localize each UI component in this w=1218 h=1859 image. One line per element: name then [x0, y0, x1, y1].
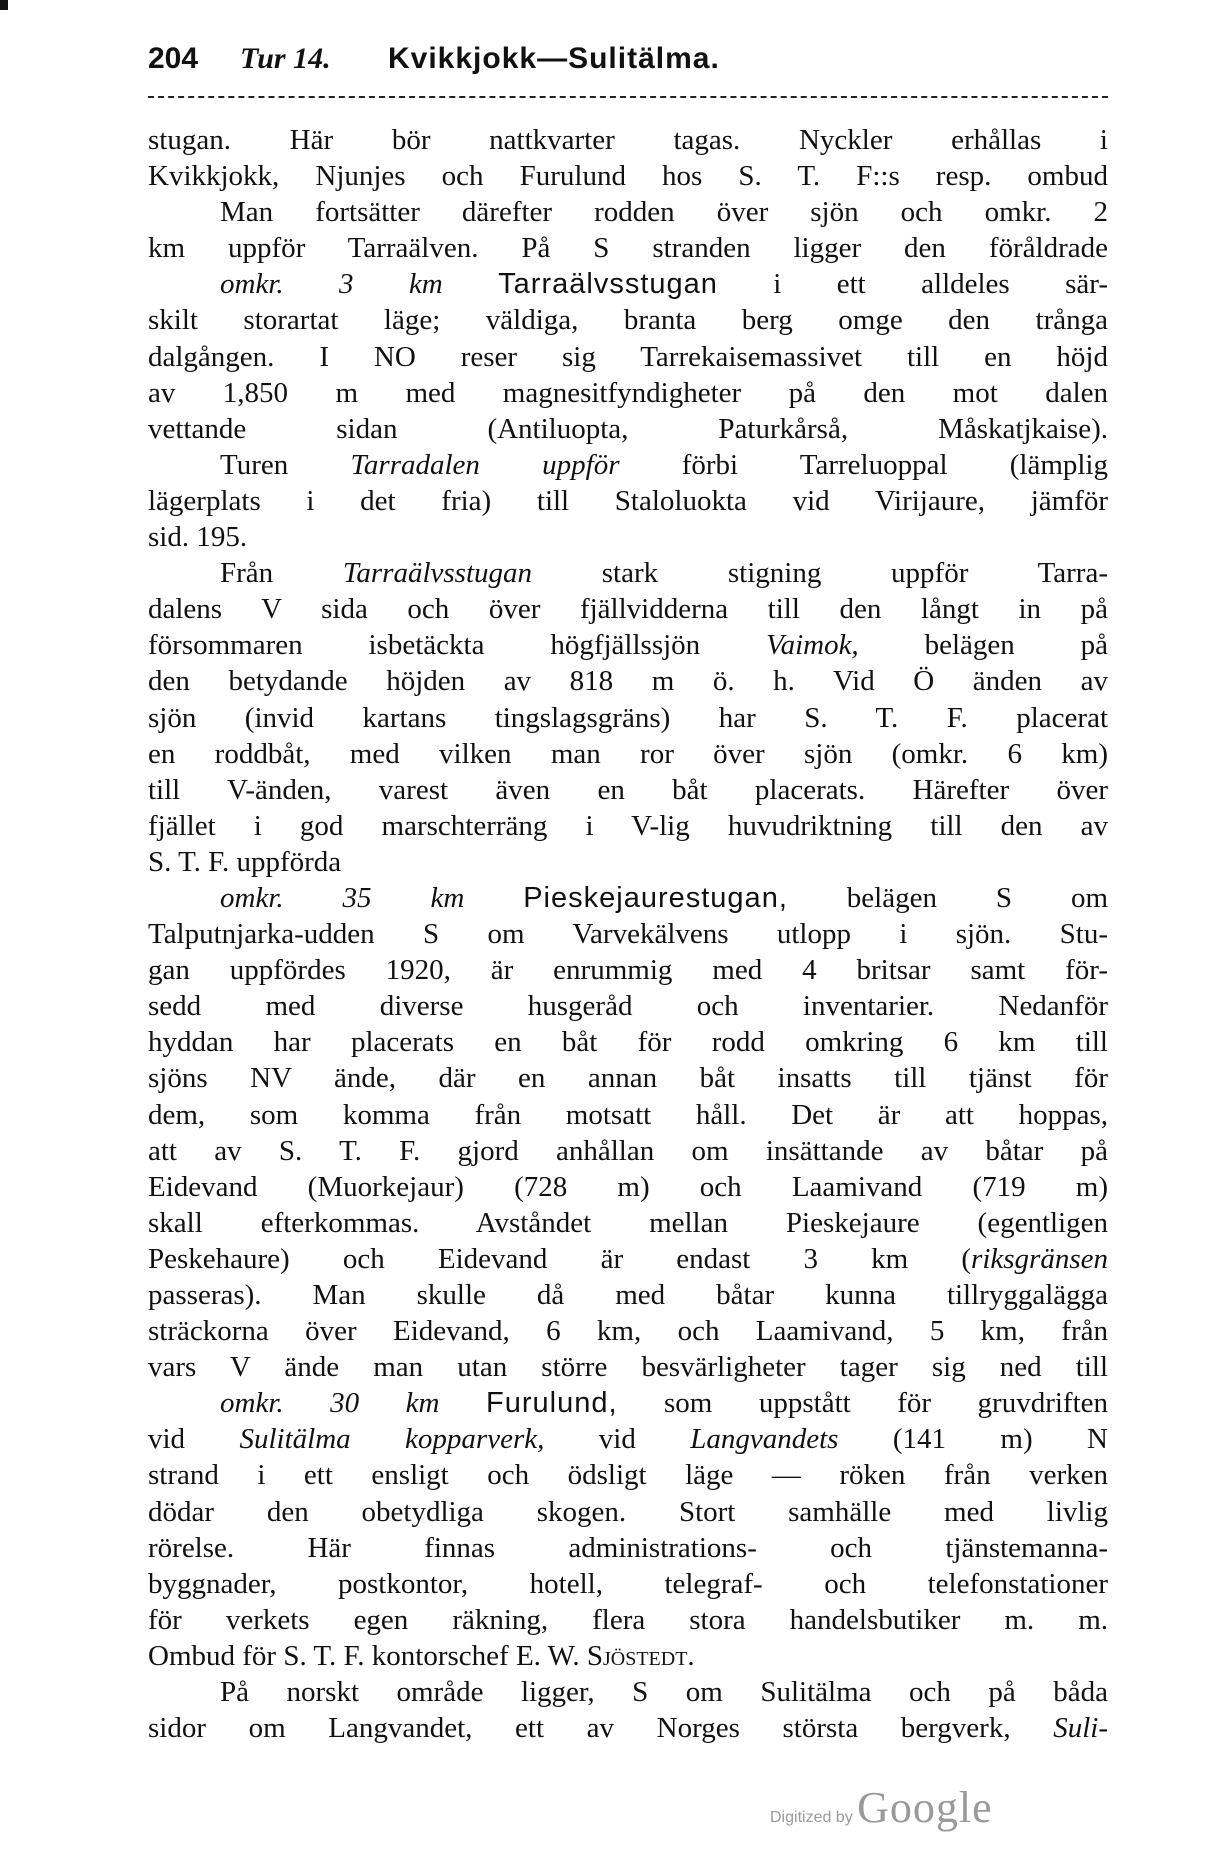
header-rule — [148, 96, 1108, 98]
line-text: Turen — [220, 448, 351, 481]
line-text: gan uppfördes 1920, är enrummig med 4 britsar samt för- — [148, 954, 1108, 987]
tour-label: Tur 14. — [240, 42, 331, 75]
text-line — [148, 988, 1108, 1024]
text-line — [148, 519, 1108, 555]
text-line — [148, 1097, 1108, 1133]
station-name: Tarraälvsstugan — [498, 268, 718, 301]
text-line — [148, 375, 1108, 411]
text-line — [148, 1133, 1108, 1169]
text-line — [148, 700, 1108, 736]
distance-marker: omkr. 30 km — [220, 1387, 440, 1420]
line-text: stugan. Här bör nattkvarter tagas. Nyckler erhållas i — [148, 124, 1108, 156]
italic-name: Tarraälvsstugan — [342, 557, 533, 590]
line-text: dödar den obetydliga skogen. Stort samhälle med livlig — [148, 1495, 1108, 1528]
text-line — [148, 1169, 1108, 1205]
body-text — [148, 122, 1108, 1746]
page-number: 204 — [148, 42, 199, 75]
text-line — [148, 1494, 1108, 1530]
line-text: vid — [148, 1423, 240, 1456]
station-name: Furulund, — [486, 1387, 618, 1420]
italic-name: Vaimok, — [766, 629, 859, 662]
line-text: sid. 195. — [148, 521, 248, 554]
line-text: skilt storartat läge; väldiga, branta berg omge den trånga — [148, 304, 1108, 337]
line-text: vettande sidan (Antiluopta, Paturkårså, Måskatjkaise). — [148, 412, 1108, 445]
line-text: dem, som komma från motsatt håll. Det är att hoppas, — [148, 1098, 1108, 1131]
text-line — [148, 411, 1108, 447]
line-text: vid — [544, 1423, 691, 1456]
line-text: Från — [220, 557, 343, 590]
line-text: sjöns NV ände, där en annan båt insatts till tjänst för — [148, 1062, 1108, 1095]
line-text: som uppstått för gruvdriften — [617, 1387, 1108, 1420]
text-line — [148, 302, 1108, 338]
italic-name: Sulitälma kopparverk, — [239, 1423, 545, 1456]
line-text: S. T. F. uppförda — [148, 845, 342, 878]
text-line — [148, 1421, 1108, 1457]
line-text: vars V ände man utan större besvärligheter tager sig ned till — [148, 1351, 1108, 1384]
line-text: sträckorna över Eidevand, 6 km, och Laamivand, 5 km, från — [148, 1315, 1108, 1348]
text-line — [148, 1313, 1108, 1349]
text-line — [148, 122, 1108, 158]
line-text: Man fortsätter därefter rodden över sjön och omkr. 2 — [220, 196, 1108, 229]
line-text: fjället i god marschterräng i V-lig huvudriktning till den av — [148, 809, 1108, 842]
text-line — [148, 880, 1108, 916]
text-line — [148, 627, 1108, 663]
text-line — [148, 447, 1108, 483]
text-line — [148, 952, 1108, 988]
text-line — [148, 1349, 1108, 1385]
line-text: den betydande höjden av 818 m ö. h. Vid Ö änden av — [148, 665, 1108, 698]
text-line — [148, 1530, 1108, 1566]
line-text: Ombud för S. T. F. kontorschef E. W. — [148, 1639, 587, 1672]
line-text: stark stigning uppför Tarra- — [532, 557, 1108, 590]
text-line — [148, 1385, 1108, 1421]
text-line — [148, 663, 1108, 699]
text-line — [148, 158, 1108, 194]
text-line — [148, 1024, 1108, 1060]
line-text: sjön (invid kartans tingslagsgräns) har S. T. F. placerat — [148, 701, 1108, 734]
text-line — [148, 591, 1108, 627]
person-name: Sjöstedt. — [586, 1639, 695, 1672]
station-name: Pieskejaurestugan, — [523, 881, 788, 914]
text-line — [148, 1205, 1108, 1241]
line-text: Eidevand (Muorkejaur) (728 m) och Laamivand (719 m) — [148, 1170, 1108, 1203]
line-text: till V-änden, varest även en båt placerats. Härefter över — [148, 773, 1108, 806]
italic-name: riksgränsen — [971, 1242, 1108, 1275]
line-text: skall efterkommas. Avståndet mellan Pieskejaure (egentligen — [148, 1206, 1108, 1239]
digitized-watermark — [770, 1782, 993, 1833]
distance-marker: omkr. 3 km — [220, 268, 443, 301]
line-text: lägerplats i det fria) till Staloluokta vid Virijaure, jämför — [148, 484, 1108, 517]
line-text: km uppför Tarraälven. På S stranden ligger den föråldrade — [148, 232, 1108, 265]
scan-corner-mark — [0, 0, 8, 10]
line-text: (141 m) N — [838, 1423, 1108, 1456]
line-text: i ett alldeles sär- — [717, 268, 1108, 301]
text-line — [148, 1566, 1108, 1602]
line-text: Peskehaure) och Eidevand är endast 3 km ( — [148, 1242, 972, 1275]
line-text: hyddan har placerats en båt för rodd omkring 6 km till — [148, 1026, 1108, 1059]
line-text: för verkets egen räkning, flera stora handelsbutiker m. m. — [148, 1603, 1108, 1636]
text-line — [148, 1241, 1108, 1277]
line-text: strand i ett ensligt och ödsligt läge — röken från verken — [148, 1459, 1108, 1492]
line-text: rörelse. Här finnas administrations- och tjänstemanna- — [148, 1531, 1108, 1564]
line-text: belägen S om — [787, 881, 1108, 914]
distance-marker: omkr. 35 km — [220, 881, 465, 914]
text-line — [148, 1638, 1108, 1674]
text-line — [148, 916, 1108, 952]
text-line — [148, 483, 1108, 519]
text-line — [148, 1060, 1108, 1096]
line-text: sedd med diverse husgeråd och inventarier. Nedanför — [148, 990, 1108, 1023]
line-text: Kvikkjokk, Njunjes och Furulund hos S. T. F::s resp. ombud — [148, 160, 1108, 193]
text-line — [148, 194, 1108, 230]
line-text: av 1,850 m med magnesitfyndigheter på den mot dalen — [148, 376, 1108, 409]
line-text: belägen på — [858, 629, 1108, 662]
text-line — [148, 1710, 1108, 1746]
text-line — [148, 772, 1108, 808]
text-line — [148, 1674, 1108, 1710]
text-line — [148, 844, 1108, 880]
line-text: en roddbåt, med vilken man ror över sjön (omkr. 6 km) — [148, 737, 1108, 770]
text-line — [148, 1602, 1108, 1638]
text-line — [148, 266, 1108, 302]
line-text: att av S. T. F. gjord anhållan om insättande av båtar på — [148, 1134, 1108, 1167]
digitized-label: Digitized by — [770, 1809, 853, 1826]
line-text: byggnader, postkontor, hotell, telegraf- och telefonstationer — [148, 1567, 1108, 1600]
line-text: försommaren isbetäckta högfjällssjön — [148, 629, 767, 662]
line-text: dalens V sida och över fjällvidderna till den långt in på — [148, 593, 1108, 626]
text-line — [148, 339, 1108, 375]
italic-name: Suli- — [1053, 1712, 1108, 1745]
running-header — [148, 42, 1108, 82]
text-line — [148, 230, 1108, 266]
text-line — [148, 555, 1108, 591]
line-text: sidor om Langvandet, ett av Norges största bergverk, — [148, 1712, 1054, 1745]
text-line — [148, 1277, 1108, 1313]
italic-name: Tarradalen uppför — [350, 448, 620, 481]
line-text: Talputnjarka-udden S om Varvekälvens utlopp i sjön. Stu- — [148, 918, 1108, 951]
google-logo: Google — [857, 1783, 993, 1832]
line-text: passeras). Man skulle då med båtar kunna tillryggalägga — [148, 1279, 1108, 1311]
line-text: På norskt område ligger, S om Sulitälma och på båda — [220, 1676, 1108, 1709]
line-text: förbi Tarreluoppal (lämplig — [619, 448, 1108, 481]
italic-name: Langvandets — [690, 1423, 839, 1456]
text-line — [148, 1457, 1108, 1493]
route-title: Kvikkjokk—Sulitälma. — [388, 42, 720, 75]
line-text: dalgången. I NO reser sig Tarrekaisemassivet till en höjd — [148, 340, 1108, 373]
text-line — [148, 736, 1108, 772]
text-line — [148, 808, 1108, 844]
